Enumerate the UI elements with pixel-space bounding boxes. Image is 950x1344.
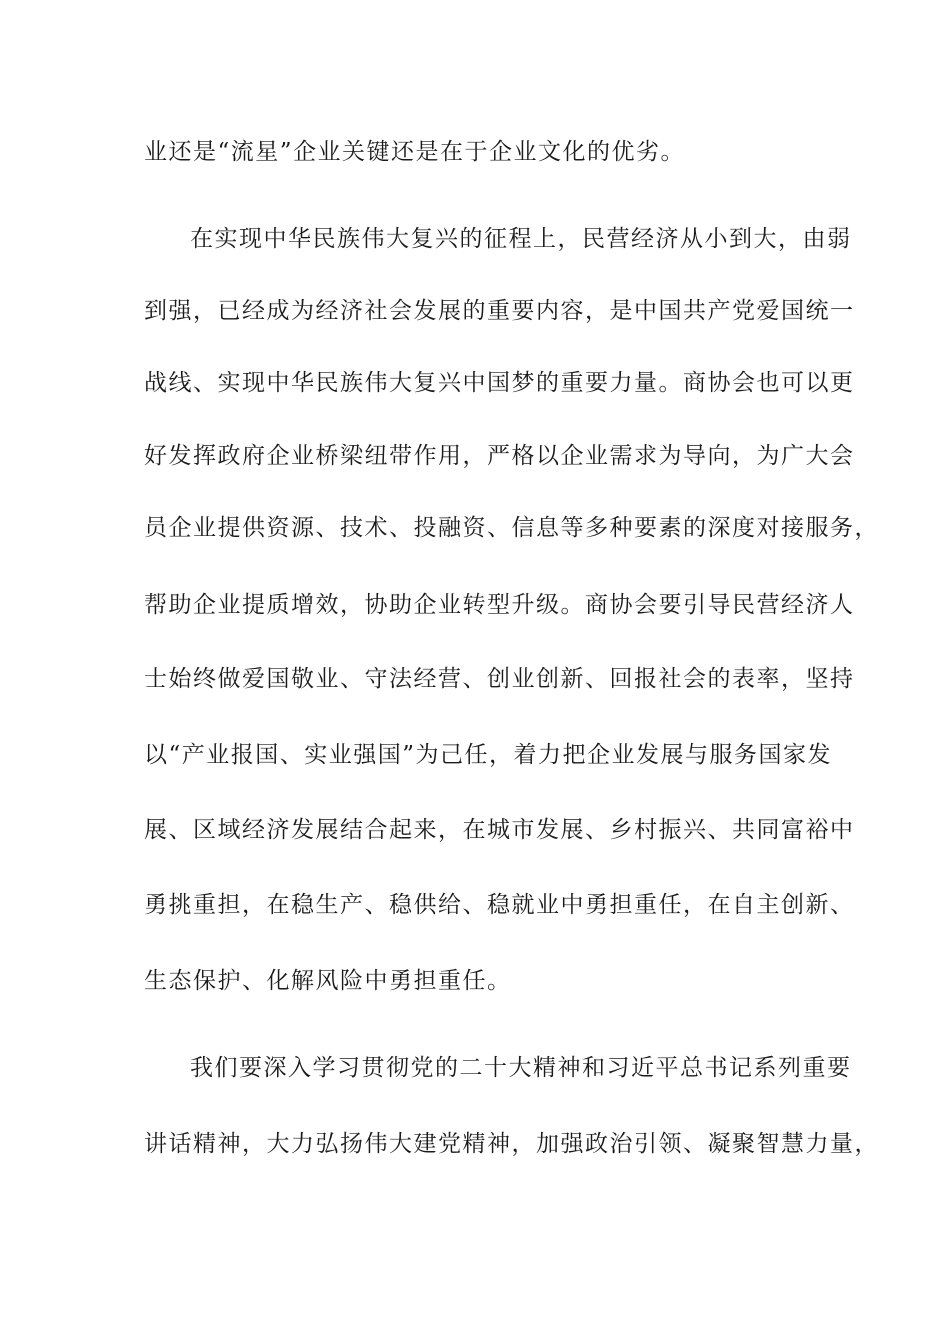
text-line: 勇挑重担，在稳生产、稳供给、稳就业中勇担重任，在自主创新、 bbox=[144, 892, 855, 918]
text-line: 士始终做爱国敬业、守法经营、创业创新、回报社会的表率，坚持 bbox=[144, 666, 855, 692]
text-line: 生态保护、化解风险中勇担重任。 bbox=[144, 968, 512, 994]
paragraph-first-line: 我们要深入学习贯彻党的二十大精神和习近平总书记系列重要 bbox=[190, 1055, 852, 1081]
text-line: 讲话精神，大力弘扬伟大建党精神，加强政治引领、凝聚智慧力量， bbox=[144, 1131, 879, 1157]
text-line: 到强，已经成为经济社会发展的重要内容，是中国共产党爱国统一 bbox=[144, 298, 855, 324]
text-line: 以“产业报国、实业强国”为己任，着力把企业发展与服务国家发 bbox=[144, 742, 833, 768]
paragraph-first-line: 在实现中华民族伟大复兴的征程上，民营经济从小到大，由弱 bbox=[190, 226, 852, 252]
text-line: 帮助企业提质增效，协助企业转型升级。商协会要引导民营经济人 bbox=[144, 592, 855, 618]
text-line: 员企业提供资源、技术、投融资、信息等多种要素的深度对接服务， bbox=[144, 515, 879, 541]
text-line: 战线、实现中华民族伟大复兴中国梦的重要力量。商协会也可以更 bbox=[144, 370, 855, 396]
text-line: 展、区域经济发展结合起来，在城市发展、乡村振兴、共同富裕中 bbox=[144, 817, 855, 843]
text-line: 好发挥政府企业桥梁纽带作用，严格以企业需求为导向，为广大会 bbox=[144, 443, 855, 469]
text-line: 业还是“流星”企业关键还是在于企业文化的优劣。 bbox=[144, 139, 686, 165]
